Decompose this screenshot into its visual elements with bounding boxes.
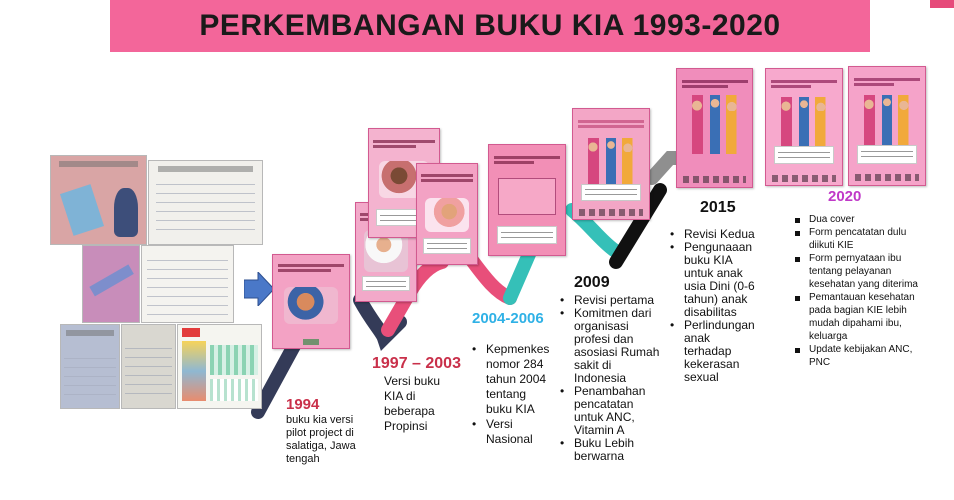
year-1994: 1994 [286, 396, 320, 413]
year-2009: 2009 [574, 274, 610, 291]
year-1997-2003: 1997 – 2003 [372, 355, 461, 372]
kie-chart [210, 345, 258, 375]
list-item: • Versi Nasional [472, 417, 554, 447]
book-form [581, 184, 642, 202]
book-cover-2015 [676, 68, 753, 188]
book-title-lines [682, 78, 748, 95]
doc-header-line [59, 161, 139, 167]
old-card-register [121, 324, 176, 409]
book-logo-row [303, 339, 318, 346]
doc-lines [64, 350, 115, 401]
book-family-illustration [685, 95, 745, 154]
old-card-kie [177, 324, 262, 409]
book-photo [498, 178, 556, 215]
book-photo [425, 198, 468, 232]
list-2009 [560, 294, 660, 463]
book-title-lines [854, 76, 921, 93]
old-card-kartu-ibu [60, 324, 120, 409]
old-card-rumah-sakit [148, 160, 263, 245]
list-item: • Penambahan pencatatan untuk ANC, Vitamin A [560, 385, 660, 437]
list-item: Pemantauan kesehatan pada bagian KIE lebih mudah dipahami ibu, keluarga [795, 291, 925, 343]
kie-photo [182, 341, 206, 401]
year-2004-2006: 2004-2006 [472, 310, 544, 327]
book-icon-row [855, 174, 919, 181]
book-cover-2020-a [765, 68, 843, 186]
list-item: • Revisi Kedua [670, 228, 760, 241]
book-form [423, 238, 471, 254]
list-2015 [670, 228, 760, 384]
old-card-kms [50, 155, 147, 245]
list-item: Update kebijakan ANC, PNC [795, 343, 925, 369]
book-form [362, 276, 410, 292]
list-item: Dua cover [795, 213, 925, 226]
ribbon-segment-2004-teal [510, 252, 530, 298]
list-2020 [795, 213, 925, 369]
card-figure [114, 188, 139, 237]
book-form [497, 226, 558, 244]
doc-lines [125, 340, 172, 401]
book-cover-2009 [572, 108, 650, 220]
book-title-lines [771, 78, 838, 94]
card-photo [60, 184, 104, 236]
stamp [89, 264, 133, 296]
book-family-illustration [857, 95, 918, 147]
book-photo [284, 287, 339, 324]
text-1997-2003: Versi buku KIA di beberapa Propinsi [384, 374, 441, 433]
book-cover-2004 [488, 144, 566, 256]
list-item: • Komitmen dari organisasi profesi dan asosiasi Rumah sakit di Indonesia [560, 307, 660, 385]
list-item: • Kepmenkes nomor 284 tahun 2004 tentang buku KIA [472, 342, 554, 417]
doc-lines [156, 176, 255, 237]
book-title-lines [578, 118, 645, 133]
doc-header-line [66, 330, 115, 336]
text-1994: buku kia versi pilot project di salatiga, Jawa tengah [286, 414, 356, 465]
book-cover-2020-b [848, 66, 926, 186]
book-title-lines [494, 154, 561, 169]
page-title: PERKEMBANGAN BUKU KIA 1993-2020 [199, 9, 781, 42]
book-icon-row [683, 176, 746, 183]
book-title-lines [421, 172, 474, 186]
list-item: Form pernyataan ibu tentang pelayanan kesehatan yang diterima [795, 252, 925, 291]
book-family-illustration [581, 138, 642, 189]
right-arrow-icon [244, 272, 274, 306]
book-title-lines [373, 138, 435, 153]
kie-chart-2 [210, 379, 258, 401]
old-card-table [141, 245, 234, 323]
list-item: • Perlindungan anak terhadap kekerasan sexual [670, 319, 760, 384]
book-title-lines [278, 262, 345, 275]
year-2020: 2020 [828, 188, 862, 205]
kie-label [182, 328, 200, 337]
list-item: Form pencatatan dulu diikuti KIE [795, 226, 925, 252]
old-card-pink [82, 245, 140, 323]
year-2015: 2015 [700, 199, 736, 216]
list-2004-2006 [472, 342, 554, 447]
book-family-illustration [774, 97, 835, 148]
book-form [857, 145, 918, 164]
book-cover-1997-c [416, 163, 478, 265]
book-icon-row [772, 175, 836, 182]
book-form [774, 146, 835, 165]
book-icon-row [579, 209, 643, 216]
list-item: • Buku Lebih berwarna [560, 437, 660, 463]
list-item: • Revisi pertama [560, 294, 660, 307]
doc-header-line [158, 166, 253, 172]
book-cover-1994 [272, 254, 350, 349]
list-item: • Pengunaaan buku KIA untuk anak usia Dini (0-6 tahun) anak disabilitas [670, 241, 760, 319]
doc-lines [147, 252, 227, 316]
